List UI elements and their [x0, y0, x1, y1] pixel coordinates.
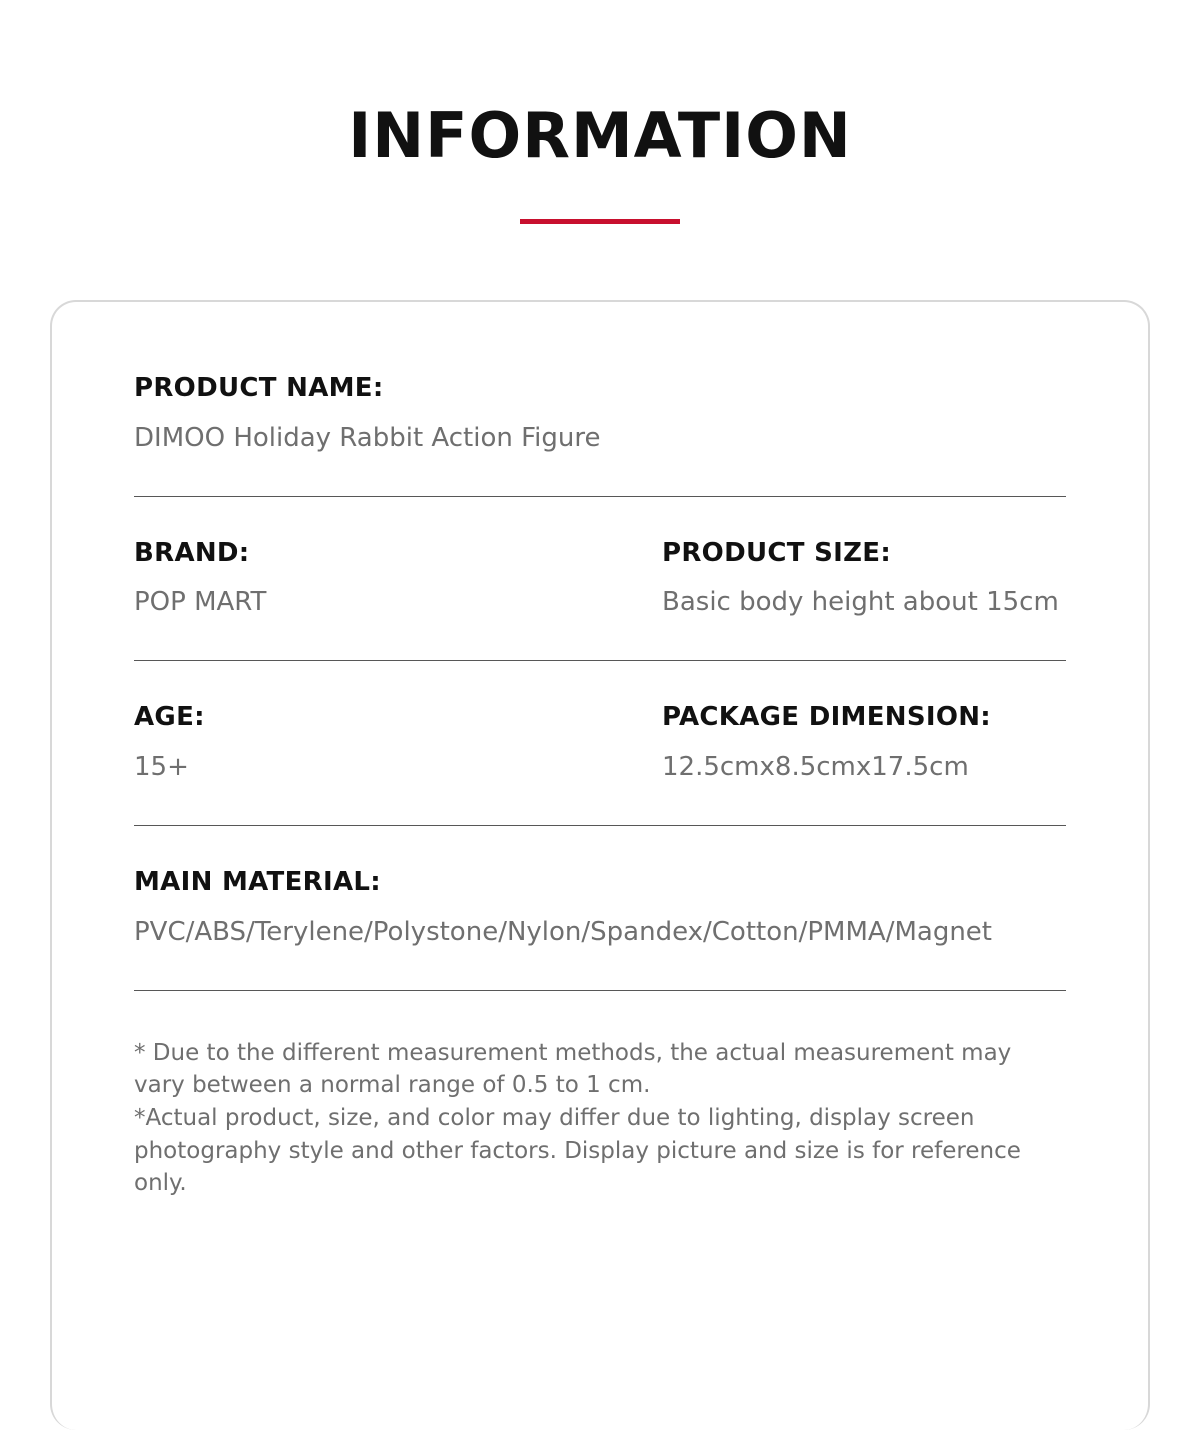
- divider: [134, 496, 1066, 497]
- disclaimer-note-appearance: *Actual product, size, and color may differ due to lighting, display screen photography style and other factors. Display picture and size is for reference only.: [134, 1105, 1021, 1197]
- product-size-label: PRODUCT SIZE:: [662, 537, 892, 568]
- product-name-block: [134, 374, 1066, 456]
- age-label: AGE:: [134, 702, 205, 733]
- page-title: INFORMATION: [348, 99, 852, 172]
- product-name-label: PRODUCT NAME:: [134, 373, 384, 403]
- brand-label: BRAND:: [134, 537, 250, 568]
- divider: [134, 825, 1066, 826]
- brand-size-row: [134, 497, 1066, 621]
- age-value: 15+: [134, 751, 189, 782]
- package-dimension-label: PACKAGE DIMENSION:: [662, 702, 992, 733]
- disclaimer-notes: [134, 1037, 1066, 1200]
- main-material-label: MAIN MATERIAL:: [134, 867, 381, 898]
- product-size-value: Basic body height about 15cm: [662, 587, 1059, 618]
- age-block: [134, 703, 600, 785]
- age-package-row: [134, 661, 1066, 785]
- main-material-value: PVC/ABS/Terylene/Polystone/Nylon/Spandex/Cotton/PMMA/Magnet: [134, 916, 992, 947]
- divider: [134, 660, 1066, 661]
- brand-block: [134, 539, 600, 621]
- divider: [134, 990, 1066, 991]
- package-dimension-value: 12.5cmx8.5cmx17.5cm: [662, 751, 969, 782]
- package-dimension-block: [600, 703, 1066, 785]
- main-material-block: [134, 826, 1066, 950]
- product-name-value: DIMOO Holiday Rabbit Action Figure: [134, 422, 601, 453]
- brand-value: POP MART: [134, 587, 267, 618]
- disclaimer-note-measurement: * Due to the different measurement methods, the actual measurement may vary between a normal range of 0.5 to 1 cm.: [134, 1039, 1012, 1099]
- product-size-block: [600, 539, 1066, 621]
- title-underline-rule: [520, 219, 680, 224]
- information-card: [50, 300, 1150, 1430]
